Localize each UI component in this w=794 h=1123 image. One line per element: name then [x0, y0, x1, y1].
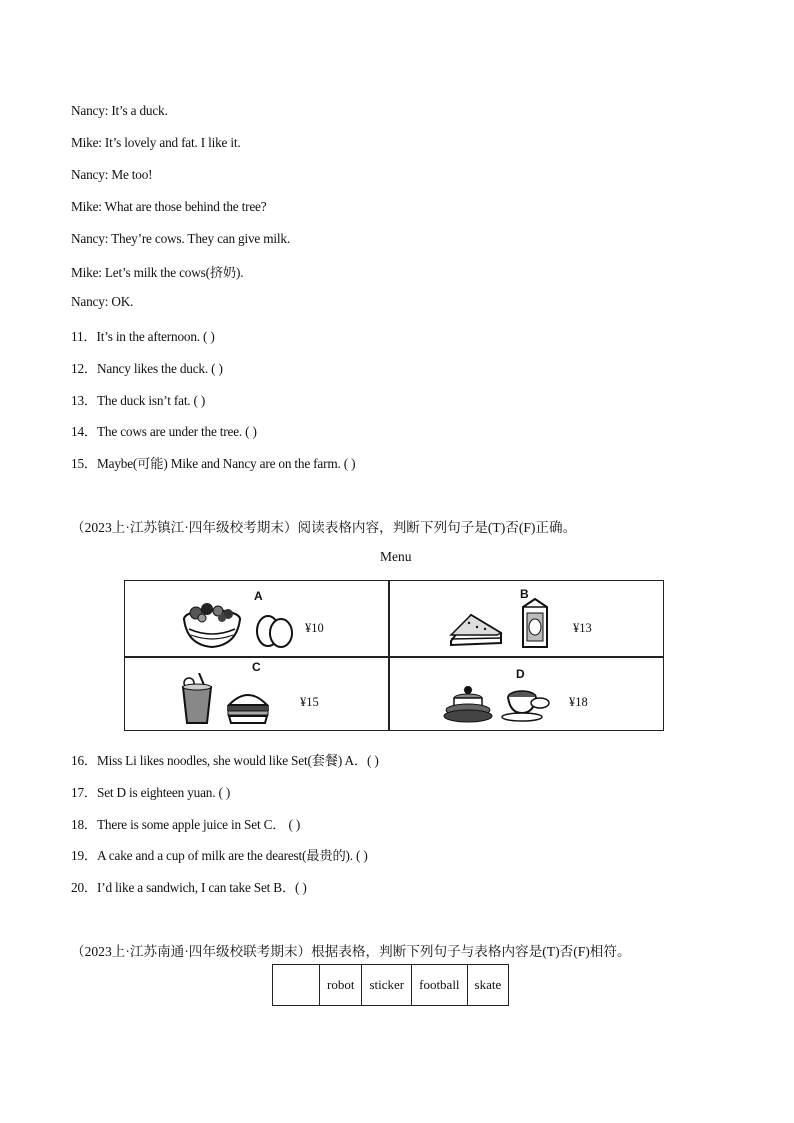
- question-13: 13．The duck isn’t fat. ( ): [71, 393, 206, 408]
- soup-bowl-icon: [500, 687, 552, 723]
- question-17: 17．Set D is eighteen yuan. ( ): [71, 785, 231, 800]
- dialogue-line: Mike: Let’s milk the cows(挤奶).: [71, 265, 244, 280]
- dialogue-line: Mike: What are those behind the tree?: [71, 199, 267, 214]
- sandwich-icon: [447, 611, 505, 647]
- divider: [125, 656, 663, 658]
- question-12: 12．Nancy likes the duck. ( ): [71, 361, 223, 376]
- set-label-b: B: [520, 587, 529, 601]
- set-price-b: ¥13: [573, 621, 592, 635]
- hamburger-icon: [225, 689, 271, 725]
- question-19: 19．A cake and a cup of milk are the dearest(最贵的). ( ): [71, 848, 368, 863]
- table-header-cell: football: [412, 965, 467, 1006]
- dialogue-line: Nancy: They’re cows. They can give milk.: [71, 231, 290, 246]
- set-label-a: A: [254, 589, 263, 603]
- section-header: （2023上·江苏镇江·四年级校考期末）阅读表格内容，判断下列句子是(T)否(F)正确。: [71, 520, 577, 535]
- question-16: 16．Miss Li likes noodles, she would like Set(套餐) A．( ): [71, 753, 379, 768]
- juice-glass-icon: [179, 673, 215, 727]
- milk-carton-icon: [517, 595, 553, 651]
- menu-title: Menu: [380, 549, 412, 564]
- question-18: 18．There is some apple juice in Set C． ( ): [71, 817, 301, 832]
- dialogue-line: Nancy: Me too!: [71, 167, 153, 182]
- table-header-cell: [273, 965, 320, 1006]
- question-14: 14．The cows are under the tree. ( ): [71, 424, 257, 439]
- dialogue-line: Nancy: It’s a duck.: [71, 103, 168, 118]
- set-price-a: ¥10: [305, 621, 324, 635]
- table-header-cell: skate: [467, 965, 509, 1006]
- set-price-c: ¥15: [300, 695, 319, 709]
- menu-table: [124, 580, 664, 731]
- table-header-cell: robot: [320, 965, 362, 1006]
- section-header: （2023上·江苏南通·四年级校联考期末）根据表格，判断下列句子与表格内容是(T)否(F)相符。: [71, 944, 631, 959]
- noodle-bowl-icon: [181, 599, 243, 651]
- dialogue-line: Nancy: OK.: [71, 294, 134, 309]
- set-label-d: D: [516, 667, 525, 681]
- set-label-c: C: [252, 660, 261, 674]
- table-row: [273, 965, 509, 1006]
- question-20: 20．I’d like a sandwich, I can take Set B．( ): [71, 880, 307, 895]
- dialogue-line: Mike: It’s lovely and fat. I like it.: [71, 135, 241, 150]
- question-11: 11．It’s in the afternoon. ( ): [71, 329, 215, 344]
- set-price-d: ¥18: [569, 695, 588, 709]
- items-table: [272, 964, 509, 1006]
- table-header-cell: sticker: [362, 965, 412, 1006]
- cake-icon: [441, 684, 495, 724]
- eggs-icon: [255, 613, 293, 649]
- question-15: 15．Maybe(可能) Mike and Nancy are on the farm. ( ): [71, 456, 356, 471]
